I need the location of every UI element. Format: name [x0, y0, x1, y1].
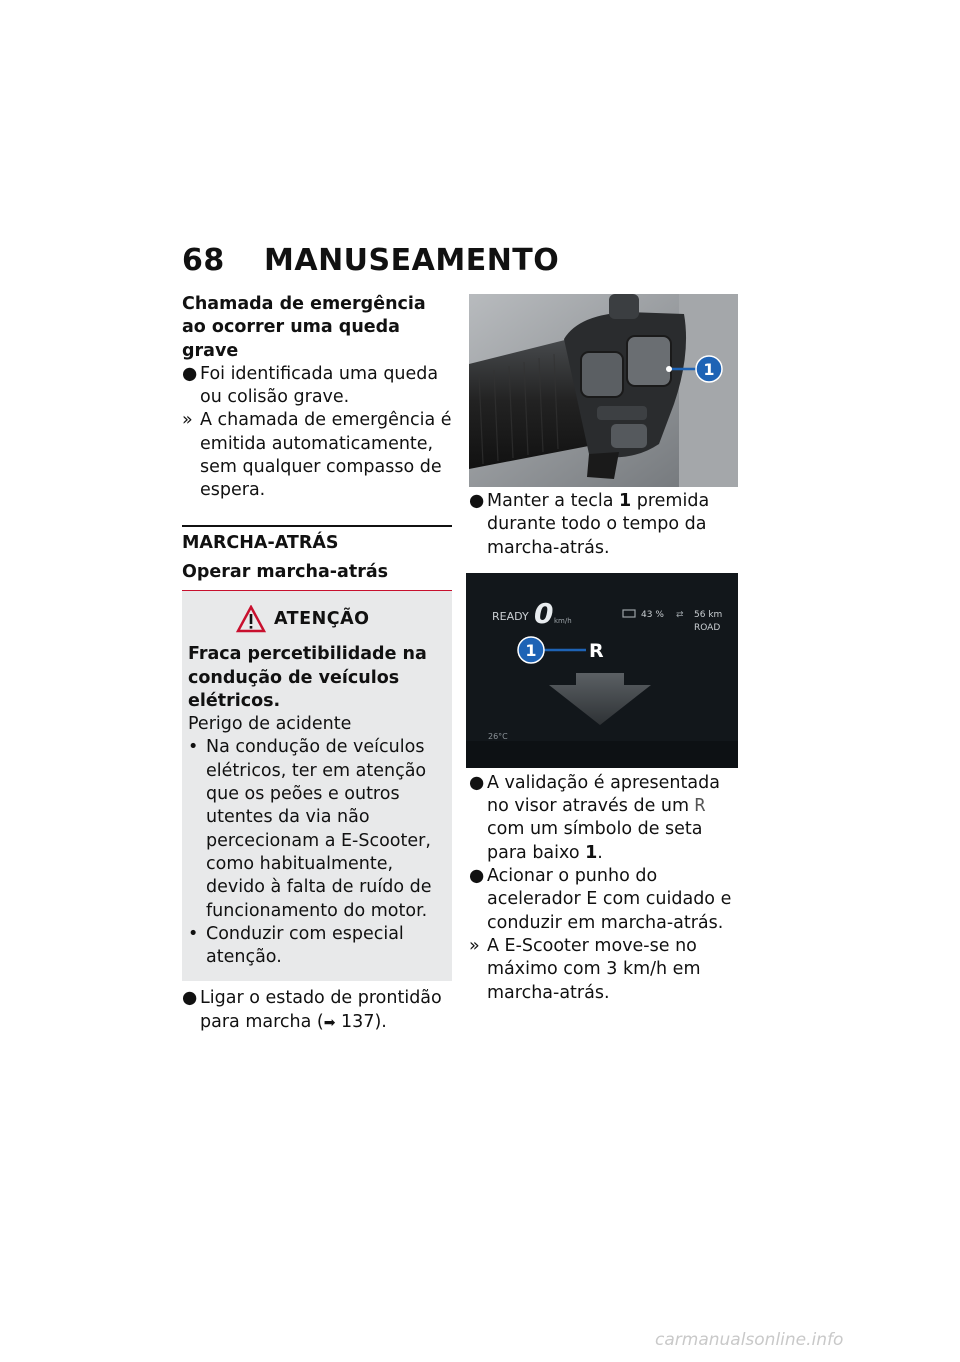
condition-text: Foi identificada uma queda ou colisão grave.	[200, 363, 439, 408]
display-gear: R	[589, 640, 604, 662]
page-title: MANUSEAMENTO	[264, 243, 560, 278]
right-column	[469, 490, 739, 1005]
throttle-text: Acionar o punho do acelerador E com cuidado e conduzir em marcha-atrás.	[487, 866, 732, 933]
bullet-icon: ●	[182, 988, 198, 1009]
display-spacer	[469, 560, 739, 772]
left-column	[182, 293, 452, 1035]
result-arrow-icon: »	[182, 410, 193, 431]
validation-end: .	[597, 842, 603, 863]
display-range: 56 km	[694, 610, 723, 620]
display-battery: 43 %	[641, 610, 664, 620]
bullet-icon: •	[188, 737, 199, 758]
result-arrow-icon: »	[469, 935, 480, 956]
warning-header	[236, 605, 446, 633]
ready-step-text: Ligar o estado de prontidão para marcha (	[200, 988, 442, 1032]
warning-box	[182, 591, 452, 981]
result-step-text: A E-Scooter move-se no máximo com 3 km/h em marcha-atrás.	[487, 935, 701, 1003]
display-temp: 26°C	[488, 732, 508, 741]
validation-step	[469, 772, 739, 865]
key-ref: 1	[619, 491, 632, 511]
throttle-step	[469, 865, 739, 935]
hold-step	[469, 490, 739, 560]
ready-step-end: ).	[374, 1011, 387, 1032]
validation-text: A validação é apresentada no visor através de um	[487, 772, 720, 817]
display-callout: 1	[525, 641, 537, 660]
warning-item-text: Na condução de veículos elétricos, ter em atenção que os peões e outros utentes da via não percecionam a E-Scooter, como habitualmente, devido à falta de ruído de funcionamento do motor.	[206, 737, 432, 921]
photo-callout: 1	[703, 360, 715, 379]
subsection-title: Operar marcha-atrás	[182, 561, 452, 591]
emergency-title: Chamada de emergência ao ocorrer uma queda grave	[182, 294, 426, 361]
handlebar-switch-illustration	[469, 294, 738, 487]
hold-step-text: Manter a tecla	[487, 491, 619, 511]
display-mode: ROAD	[694, 623, 721, 633]
section-title: MARCHA-ATRÁS	[182, 525, 452, 555]
range-icon: ⇄	[676, 610, 684, 620]
handlebar-switch-photo	[469, 294, 738, 487]
bullet-icon: •	[188, 923, 199, 944]
warning-heading: Fraca percetibilidade na condução de veículos elétricos.	[188, 644, 427, 711]
page-ref-arrow-icon: ➡	[323, 1014, 336, 1031]
bullet-icon: ●	[469, 491, 485, 511]
warning-triangle-icon	[236, 605, 266, 633]
validation-text-2: com um símbolo de seta para baixo	[487, 819, 703, 863]
condition-item	[182, 363, 452, 410]
display-ready: READY	[492, 610, 529, 623]
result-step	[469, 935, 739, 1005]
gear-symbol: R	[694, 796, 706, 817]
warning-label: ATENÇÃO	[274, 608, 370, 629]
callout-ref: 1	[585, 842, 598, 863]
bullet-icon: ●	[469, 866, 485, 887]
bullet-icon: ●	[182, 363, 198, 384]
display-speed: 0	[534, 597, 554, 630]
ready-step	[182, 987, 452, 1035]
result-text: A chamada de emergência é emitida automaticamente, sem qualquer compasso de espera.	[200, 410, 452, 501]
bullet-icon: ●	[469, 772, 485, 793]
warning-item	[188, 736, 446, 922]
warning-item-text: Conduzir com especial atenção.	[206, 923, 404, 968]
warning-item	[188, 923, 446, 970]
page-reference[interactable]: 137	[341, 1011, 375, 1032]
page-header	[182, 243, 559, 278]
page-number: 68	[182, 243, 225, 278]
result-item	[182, 409, 452, 502]
display-speed-unit: km/h	[554, 617, 572, 625]
hold-step-end: premida durante todo o tempo da marcha-atrás.	[487, 491, 710, 558]
warning-hazard: Perigo de acidente	[188, 714, 352, 735]
watermark: carmanualsonline.info	[655, 1330, 844, 1350]
